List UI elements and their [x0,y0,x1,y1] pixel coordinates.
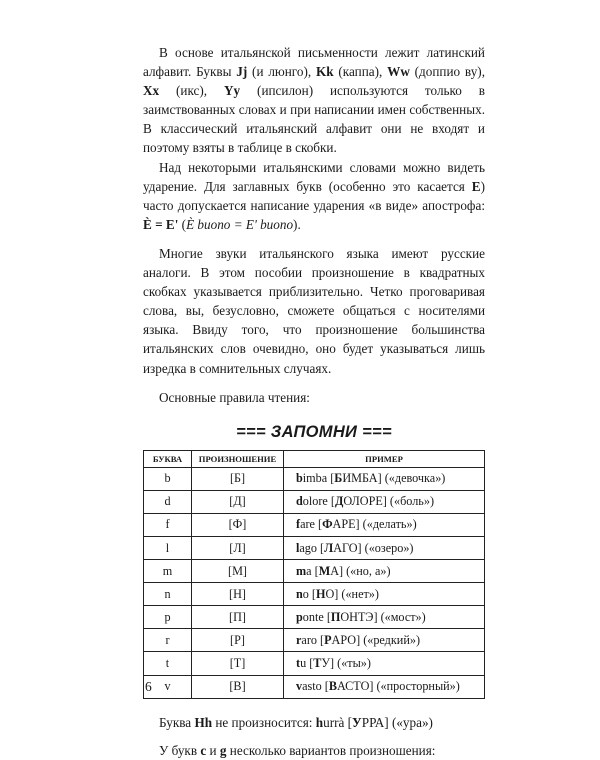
cell-letter: n [144,583,192,606]
table-row [144,652,485,675]
paragraph-letter-h: Буква Hh не произносится: hurrà [УРРА] («ура») [159,714,433,730]
cell-pronunciation: [П] [192,606,284,629]
table-row [144,583,485,606]
cell-example: vasto [ВАСТО] («просторный») [284,675,485,698]
cell-example: ma [МА] («но, а») [284,560,485,583]
cell-example: lago [ЛАГО] («озеро») [284,536,485,559]
cell-letter: v [144,675,192,698]
cell-pronunciation: [Ф] [192,513,284,536]
paragraph-rules-intro: Основные правила чтения: [159,389,310,405]
cell-example: dolore [ДОЛОРЕ] («боль») [284,490,485,513]
paragraph-sounds: Многие звуки итальянского языка имеют русские аналоги. В этом пособии произношение в квадратных скобках указывается приблизительно. Четко проговаривая слова, вы, безусловно, сможете общаться с носителями языка. Ввиду того, что произношение большинства итальянских слов очевидно, оно будет указываться лишь изредка в сомнительных случаях. [143,245,485,376]
cell-pronunciation: [Т] [192,652,284,675]
cell-letter: p [144,606,192,629]
cell-example: bimba [БИМБА] («девочка») [284,467,485,490]
table-row [144,467,485,490]
cell-pronunciation: [Л] [192,536,284,559]
table-row [144,629,485,652]
cell-pronunciation: [Б] [192,467,284,490]
letter-yy: Yy [224,83,241,99]
letter-xx: Xx [143,83,160,99]
accent-formula: È = E' [143,216,179,232]
cell-letter: t [144,652,192,675]
cell-letter: r [144,629,192,652]
letter-ww: Ww [387,64,410,80]
cell-letter: d [144,490,192,513]
cell-pronunciation: [Н] [192,583,284,606]
header-pronunciation: ПРОИЗНОШЕНИЕ [192,450,284,467]
cell-pronunciation: [Д] [192,490,284,513]
cell-example: tu [ТУ] («ты») [284,652,485,675]
cell-pronunciation: [В] [192,675,284,698]
header-letter: БУКВА [144,450,192,467]
cell-pronunciation: [М] [192,560,284,583]
table-header-row [144,450,485,467]
letter-jj: Jj [236,64,248,80]
cell-letter: m [144,560,192,583]
letter-kk: Kk [315,64,334,80]
paragraph-accent: Над некоторыми итальянскими словами можно видеть ударение. Для заглавных букв (особенно это касается E) часто допускается написание ударения «в виде» апострофа: È = E' (È buono = E' buono). [143,159,485,232]
page-number: 6 [145,679,152,694]
table-row [144,490,485,513]
accent-example: È buono = E' buono [186,216,294,232]
cell-letter: f [144,513,192,536]
table-row [144,606,485,629]
cell-example: no [НО] («нет») [284,583,485,606]
table-row [144,536,485,559]
header-example: ПРИМЕР [284,450,485,467]
pronunciation-table [143,450,485,699]
table-row [144,513,485,536]
table-row [144,675,485,698]
page-content [143,43,485,760]
remember-banner: === ЗАПОМНИ === [236,422,392,441]
paragraph-alphabet: В основе итальянской письменности лежит латинский алфавит. Буквы Jj (и люнго), Kk (каппа), Ww (доппио ву), Xx (икс), Yy (ипсилон) используются только в заимствованных словах и при написании имен собственных. В классический итальянский алфавит они не входят и поэтому взяты в таблице в скобки. [143,45,485,156]
cell-example: ponte [ПОНТЭ] («мост») [284,606,485,629]
paragraph-letters-c-g: У букв c и g несколько вариантов произношения: [159,742,436,758]
table-row [144,560,485,583]
cell-letter: l [144,536,192,559]
cell-pronunciation: [Р] [192,629,284,652]
cell-letter: b [144,467,192,490]
cell-example: raro [РАРО] («редкий») [284,629,485,652]
cell-example: fare [ФАРЕ] («делать») [284,513,485,536]
